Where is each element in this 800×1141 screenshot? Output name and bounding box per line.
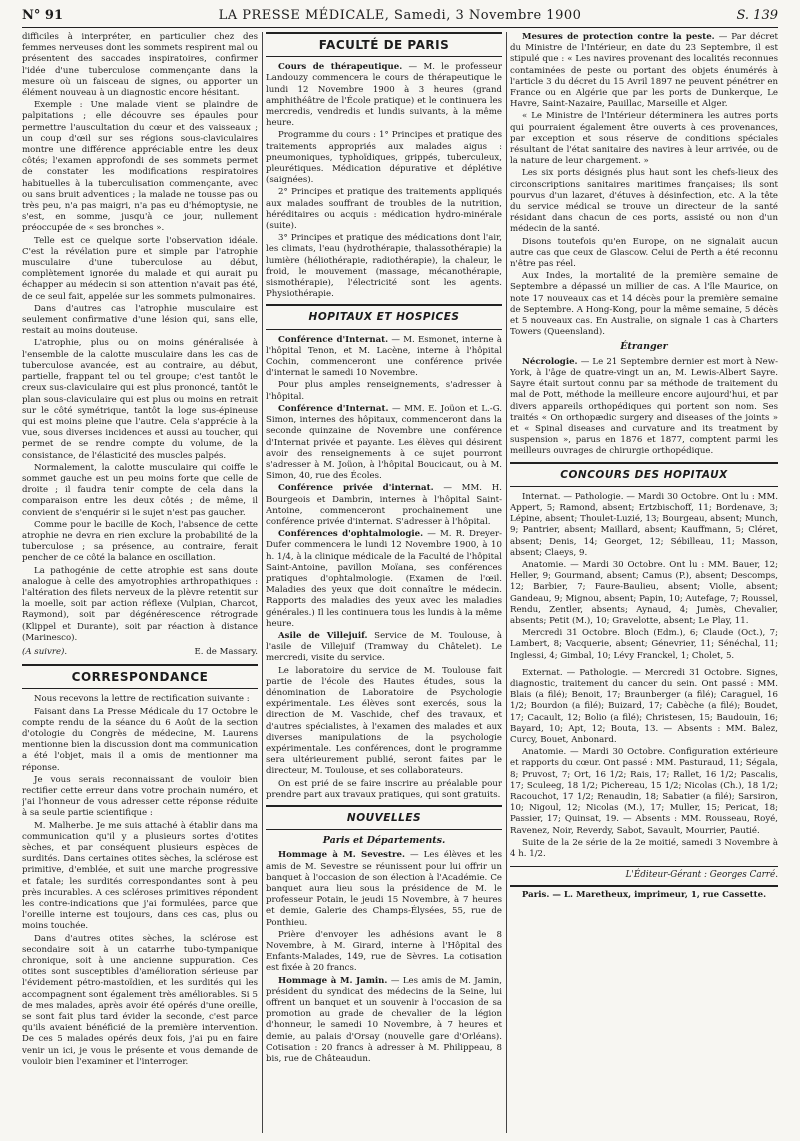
paragraph: Je vous serais reconnaissant de vouloir bien rectifier cette erreur dans votre prochain numéro, et j'ai l'honneur de vous adresser cette réponse réduite à sa seule partie scientifique : [22,774,258,819]
paragraph: Dans d'autres otites sèches, la sclérose est secondaire soit à un catarrhe tubo-tympanique chronique, soit à une ancienne suppuration. Ces otites sont susceptibles d'amélioration sérieuse par l'évidement pétro-mastoïdien, et les surdités qui les accompagnent sont également très améliorables. Si 5 de mes malades, après avoir été opérés d'une oreille, se sont fait plus tard évider la seconde, c'est parce qu'ils avaient bénéficié de la première intervention. De ces 5 malades opérés deux fois, j'ai pu en faire venir un ici, je vous le présente et vous demande de vouloir bien l'examiner et l'interroger. [22,933,258,1067]
paragraph: Telle est ce quelque sorte l'observation idéale. C'est la révélation pure et simple par l'atrophie musculaire d'une tuberculose au début, complètement ignorée du malade et qui aurait pu échapper au médecin si son attention n'avait pas été, de ce seul fait, appelée sur les sommets pulmonaires. [22,235,258,302]
section-title-hopitaux: HOPITAUX ET HOSPICES [266,304,502,329]
author-name: E. de Massary. [194,646,258,657]
paragraph: Faisant dans La Presse Médicale du 17 Octobre le compte rendu de la séance du 6 Août de la section d'otologie du Congrès de médecine, M. Laurens mentionne bien la discussion dont ma communication a été l'objet, mais il a omis de mentionner ma réponse. [22,706,258,773]
item-text: — Le 21 Septembre dernier est mort à New-York, à l'âge de quatre-vingt un an, M. Lewis-Albert Sayre. Sayre était surtout connu par sa méthode de traitement du mal de Pott, méthode la meilleure encore aujourd'hui, et par divers appareils orthopédiques qui portent son nom. Ses traités « On orthopædic surgery and diseases of the joints » et « Spinal diseases and curvature and its treatment by suspension », parus en 1876 et 1877, comptent parmi les meilleurs ouvrages de chirurgie orthopédique. [510,356,778,457]
paragraph: Internat. — Pathologie. — Mardi 30 Octobre. Ont lu : MM. Appert, 5; Ramond, absent; Ertzbischoff, 11; Bordenave, 3; Lépine, absent; Thoulet-Luzié, 13; Bourgeau, absent; Munch, 9; Pantrier, absent; Maillard, absent; Kauffmann, 5; Cléret, absent; Denis, 14; Georget, 12; Sébilleau, 11; Masson, absent; Claeys, 9. [510,491,778,558]
paragraph: Exemple : Une malade vient se plaindre de palpitations ; elle découvre ses épaules pour permettre l'auscultation du cœur et des vaisseaux ; un coup d'œil sur ses régions sous-claviculaires montre une différence appréciable entre les deux côtés; l'examen approfondi de ses sommets permet de constater les modifications respiratoires habituelles à la tuberculisation commençante, avec ou sans bruit adventices ; la malade ne tousse pas ou très peu, n'a pas maigri, n'a pas eu d'hémoptysie, ne s'est, en somme, jusqu'à ce jour, nullement préoccupée de « ses bronches ». [22,100,258,234]
paragraph: « Le Ministre de l'Intérieur déterminera les autres ports qui pourraient également être ouverts à ces provenances, par exception et sous réserve de conditions spéciales résultant de l'état sanitaire des navires à leur arrivée, ou de la nature de leur chargement. » [510,111,778,167]
item-heading: Conférence d'Internat. [278,403,389,414]
page-header [22,6,778,28]
paragraph: Le laboratoire du service de M. Toulouse fait partie de l'école des Hautes études, sous la dénomination de Laboratoire de Psychologie expérimentale. Les élèves sont exercés, sous la direction de M. Vaschide, chef des travaux, et d'autres spécialistes, à l'examen des malades et aux diverses manipulations de la psychologie expérimentale. Les conférences, dont le programme sera ultérieurement publié, seront faites par le directeur, M. Toulouse, et ses collaborateurs. [266,665,502,777]
section-title-faculte: FACULTÉ DE PARIS [266,32,502,57]
column-left [22,32,258,1133]
section-title-concours: CONCOURS DES HOPITAUX [510,462,778,487]
subsection-title: Paris et Départements. [322,835,446,847]
paragraph: On est prié de se faire inscrire au préalable pour prendre part aux travaux pratiques, qui sont gratuits. [266,778,502,800]
item-text: — Les élèves et les amis de M. Sevestre se réunissent pour lui offrir un banquet à l'occasion de son élection à l'Académie. Ce banquet aura lieu sous la présidence de M. le professeur Potain, le jeudi 15 Novembre, à 7 heures et demie, Galerie des Champs-Élysées, 55, rue de Ponthieu. [266,850,502,928]
paragraph: Programme du cours : 1° Principes et pratique des traitements appropriés aux malades aigus : pneumoniques, typhoïdiques, grippés, tuberculeux, pleurétiques. Médication dépurative et déplétive (saignées). [266,130,502,186]
paragraph: difficiles à interpréter, en particulier chez des femmes nerveuses dont les sommets respirent mal ou présentent des saccades inspiratoires, confirmer l'idée d'une tuberculose commençante dans la mesure où un faisceau de signes, ou apporter un élément nouveau à un diagnostic encore hésitant. [22,32,258,99]
item-text: — Par décret du Ministre de l'Intérieur, en date du 23 Septembre, il est stipulé que : « Les navires provenant des localités reconnues contaminées de peste ou portant des objets énumérés à l'article 3 du décret du 15 Avril 1897 ne peuvent pénétrer en France ou en Algérie que par les ports de Dunkerque, Le Havre, Saint-Nazaire, Pauillac, Marseille et Alger. [510,32,778,110]
subsection-title: Étranger [620,341,668,353]
paragraph: La pathogénie de cette atrophie est sans doute analogue à celle des amyotrophies arthropathiques : l'altération des filets nerveux de la plèvre retentit sur la moelle, soit par action réflexe (Vulpian, Charcot, Raymond), soit par dégénérescence rétrograde (Klippel et Durante), soit par réaction à distance (Marinesco). [22,565,258,643]
paragraph: Anatomie. — Mardi 30 Octobre. Configuration extérieure et rapports du cœur. Ont passé : MM. Pasturaud, 11; Ségala, 8; Pruvost, 7; Ort, 16 1/2; Rais, 17; Rallet, 16 1/2; Pascalis, 17; Sculeeg, 18 1/2; Pichereau, 15 1/2; Nicolas (Ch.), 18 1/2; Racouchot, 17 1/2; Renaudin, 18; Sabatier (a filé); Sarsiron, 10; Nigoul, 12; Nicolas (M.), 17; Muller, 15; Pericat, 18; Passier, 17; Quinsat, 19. — Absents : MM. Rousseau, Royé, Ravenez, Noir, Reverdy, Sabot, Savault, Mourrier, Pautié. [510,747,778,836]
article-signature [22,647,258,658]
item-heading: Conférence privée d'internat. [278,483,434,494]
paragraph: Disons toutefois qu'en Europe, on ne signalait aucun autre cas que ceux de Glascow. Celui de Perth a été reconnu n'être pas réel. [510,236,778,270]
paragraph: L'atrophie, plus ou on moins généralisée à l'ensemble de la calotte musculaire dans les cas de tuberculose avancée, est au contraire, au début, partielle, frappant tel ou tel groupe; c'est tantôt le creux sus-claviculaire qui est plus prononcé, tantôt le plan sous-claviculaire qui est plus ou moins en retrait sur le côté symétrique, tantôt la loge sus-épineuse qui est moins pleine que l'autre. Cela s'apprécie à la vue, sous diverses incidences et aussi au toucher, qui permet de se rendre compte du volume, de la consistance, de l'élasticité des muscles palpés. [22,338,258,461]
item-heading: Mesures de protection contre la peste. [522,32,715,42]
item-heading: Nécrologie. [522,356,578,367]
item-heading: Cours de thérapeutique. [278,62,403,73]
item-text: — M. le professeur Landouzy commencera le cours de thérapeutique le lundi 12 Novembre 1900 à 3 heures (grand amphithéâtre de l'École pratique) et le continuera les mercredis, vendredis et lundis suivants, à la même heure. [266,62,502,129]
editor-line: L'Éditeur-Gérant : Georges Carré. [510,866,778,881]
paragraph: Aux Indes, la mortalité de la première semaine de Septembre a dépassé un millier de cas. A l'île Maurice, on note 17 nouveaux cas et 14 décès pour la première semaine de Septembre. A Hong-Kong, pour la même semaine, 5 décès et 5 nouveaux cas. En Australie, on signale 1 cas à Charters Towers (Queensland). [510,271,778,338]
column-divider [506,32,507,1133]
section-title-correspondance: CORRESPONDANCE [22,664,258,689]
journal-title: LA PRESSE MÉDICALE, Samedi, 3 Novembre 1900 [218,8,582,23]
item-heading: Hommage à M. Jamin. [278,975,388,986]
paragraph: 2° Principes et pratique des traitements appliqués aux malades souffrant de troubles de la nutrition, héréditaires ou acquis : médication hydro-minérale (suite). [266,187,502,232]
paragraph: Pour plus amples renseignements, s'adresser à l'hôpital. [266,380,502,402]
paragraph: 3° Principes et pratique des médications dont l'air, les climats, l'eau (hydrothérapie, thalassothérapie) la lumière (héliothérapie, radiothérapie), la chaleur, le froid, le mouvement (massage, mécanothérapie, sismothérapie), l'électricité sont les agents. Physiothérapie. [266,233,502,300]
column-middle [266,32,502,1133]
paragraph: Nous recevons la lettre de rectification suivante : [34,694,250,705]
item-text: — M. R. Dreyer-Dufer commencera le lundi 12 Novembre 1900, à 10 h. 1/4, à la clinique médicale de la Faculté de l'hôpital Saint-Antoine, pavillon Moïana, ses conférences pratiques d'ophtalmologie. (Examen de l'œil. Maladies des yeux que doit connaître le médecin. Rapports des maladies des yeux avec les maladies générales.) Il les continuera tous les lundis à la même heure. [266,529,502,629]
item-text: Service de M. Toulouse, à l'asile de Villejuif (Tramway du Châtelet). Le mercredi, visite du service. [266,630,502,664]
item-heading: Hommage à M. Sevestre. [278,850,405,861]
page-number: S. 139 [736,8,778,23]
column-divider [262,32,263,1133]
paragraph: Externat. — Pathologie. — Mercredi 31 Octobre. Signes, diagnostic, traitement du cancer du sein. Ont passé : MM. Blais (a filé); Benoit, 17; Braunberger (a filé); Caraguel, 16 1/2; Bourdon (a filé); Buizard, 17; Cabèche (a filé); Boudet, 17; Cacault, 12; Bolio (a filé); Christesen, 15; Baudouin, 16; Bayard, 10; Apt, 12; Bouta, 13. — Absents : MM. Balez, Curcy, Bouet, Anbonard. [510,667,778,745]
section-title-nouvelles: NOUVELLES [266,805,502,830]
paragraph: Normalement, la calotte musculaire qui coiffe le sommet gauche est un peu moins forte que celle de droite ; il faudra tenir compte de cela dans la comparaison entre les deux côtés ; de même, il convient de s'enquérir si le sujet n'est pas gaucher. [22,462,258,518]
paragraph: Mercredi 31 Octobre. Bloch (Edm.), 6; Claude (Oct.), 7; Lambert, 8; Vacquerie, absent; Génevrier, 11; Sénéchal, 11; Inglessi, 4; Gimbal, 10; Lévy Franckel, 1; Cholet, 5. [510,628,778,661]
paragraph: Suite de la 2e série de la 2e moitié, samedi 3 Novembre à 4 h. 1/2. [510,837,778,860]
paragraph: Prière d'envoyer les adhésions avant le 8 Novembre, à M. Girard, interne à l'Hôpital des Enfants-Malades, 149, rue de Sèvres. La cotisation est fixée à 20 francs. [266,929,502,974]
paragraph: Dans d'autres cas l'atrophie musculaire est seulement confirmative d'une lésion qui, sans elle, restait au moins douteuse. [22,303,258,337]
item-text: — Les amis de M. Jamin, président du syndicat des médecins de la Seine, lui offrent un banquet et un souvenir à l'occasion de sa promotion au grade de chevalier de la légion d'honneur, le samedi 10 Novembre, à 7 heures et demie, au palais d'Orsay (nouvelle gare d'Orléans). Cotisation : 20 francs à adresser à M. Philippeau, 8 bis, rue de Châteaudun. [266,975,502,1065]
column-right [510,32,778,1133]
item-text: — MM. E. Joüon et L.-G. Simon, internes des hôpitaux, commenceront dans la seconde quinzaine de Novembre une conférence d'Internat privée et payante. Les élèves qui désirent avoir des renseignements à ce sujet pourront s'adresser à M. Joüon, à l'hôpital Boucicaut, ou à M. Simon, 40, rue des Écoles. [266,403,502,482]
paragraph: Comme pour le bacille de Koch, l'absence de cette atrophie ne devra en rien exclure la probabilité de la tuberculose ; sa présence, au contraire, ferait pencher de ce côté la balance en oscillation. [22,519,258,564]
issue-number: N° 91 [22,8,63,23]
paragraph: Anatomie. — Mardi 30 Octobre. Ont lu : MM. Bauer, 12; Heller, 9; Gourmand, absent; Camus (P.), absent; Descomps, 12; Barbier, 7; Faure-Baulieu, absent; Violle, absent; Gandeau, 9; Mignou, absent; Papin, 10; Autefage, 7; Roussel, Rendu, Zentler, absents; Aynaud, 4; Jumès, Chevalier, absents; Petit (M.), 10; Gravelotte, absent; Le Play, 11. [510,559,778,626]
item-heading: Conférences d'ophtalmologie. [278,529,424,540]
paragraph: M. Malherbe. Je me suis attaché à établir dans ma communication qu'il y a plusieurs sortes d'otites sèches, et par conséquent plusieurs espèces de surdités. Dans certaines otites sèches, la sclérose est primitive, d'emblée, et suit une marche progressive et fatale; les surdités correspondantes sont à peu près incurables. A ces scléroses primitives répondent les contre-indications que j'ai formulées, parce que l'oreille interne est toujours, dans ces cas, plus ou moins touchée. [22,820,258,932]
to-be-continued: (A suivre). [22,646,68,657]
printer-line: Paris. — L. Maretheux, imprimeur, 1, rue Cassette. [510,885,778,901]
item-heading: Asile de Villejuif. [278,630,368,641]
item-text: — M. Esmonet, interne à l'hôpital Tenon, et M. Lacène, interne à l'hôpital Cochin, commenceront une conférence privée d'internat le samedi 10 Novembre. [266,334,502,379]
item-heading: Conférence d'Internat. [278,334,389,345]
paragraph: Les six ports désignés plus haut sont les chefs-lieux des circonscriptions sanitaires maritimes françaises; ils sont pourvus d'un lazaret, d'étuves à désinfection, etc. A la tête du service médical se trouve un directeur de la santé résidant dans chacun de ces ports, assisté ou non d'un médecin de la santé. [510,168,778,235]
item-text: — MM. H. Bourgeois et Dambrin, internes à l'hôpital Saint-Antoine, commenceront prochainement une conférence privée d'internat. S'adresser à l'hôpital. [266,483,502,527]
